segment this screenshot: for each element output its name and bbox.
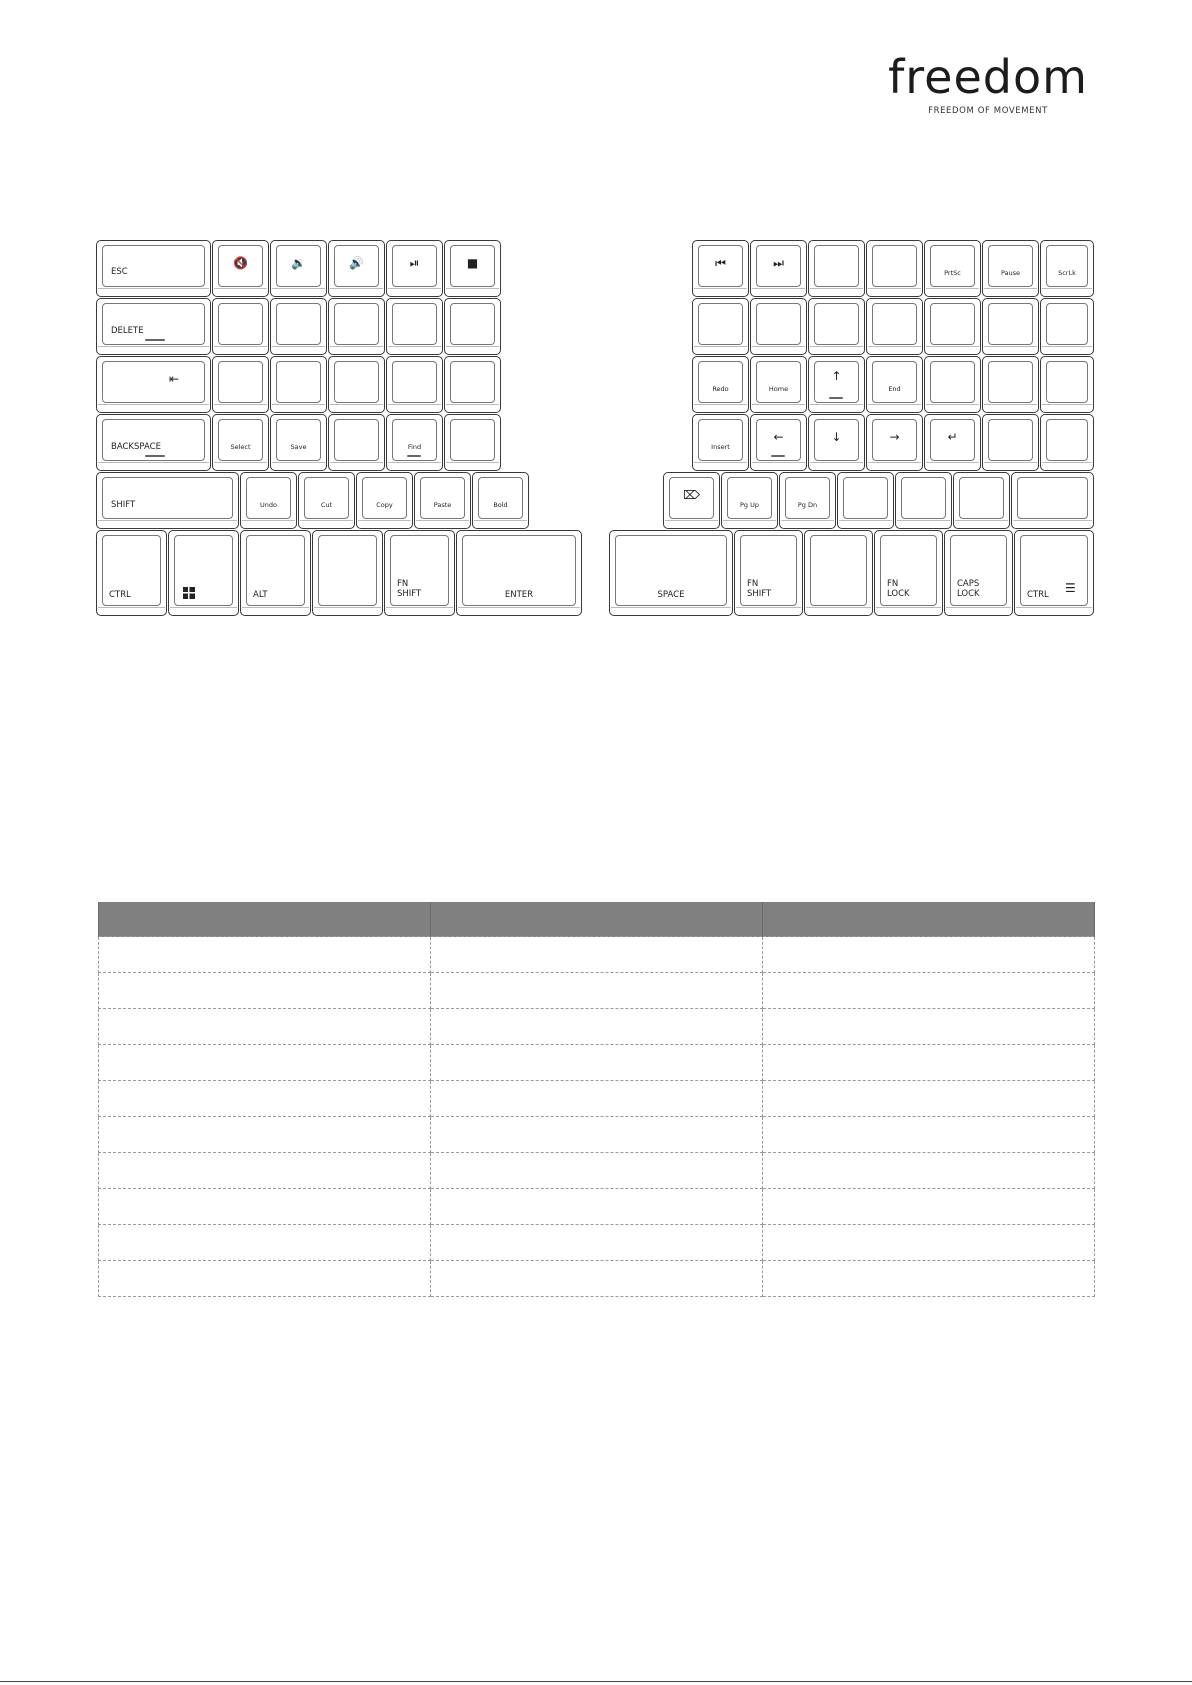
key-label: Bold	[493, 501, 508, 509]
logo-wordmark: freedom	[888, 50, 1088, 104]
table-row	[99, 1009, 1095, 1045]
keycap-face	[392, 361, 437, 403]
key-blank	[1040, 356, 1094, 413]
key-label: Paste	[433, 501, 452, 509]
key-backspace	[96, 414, 211, 471]
keycap-face	[1017, 477, 1088, 519]
table-cell	[763, 1153, 1095, 1189]
key-blank	[444, 298, 501, 355]
key-blank	[866, 298, 923, 355]
keycap-face	[814, 303, 859, 345]
table-cell	[763, 1261, 1095, 1297]
key-home	[750, 356, 807, 413]
keycap-face	[334, 303, 379, 345]
key-label: Pg Up	[740, 501, 759, 509]
table-cell	[763, 1117, 1095, 1153]
play-pause-icon: ⏯	[409, 256, 420, 270]
key-undo	[240, 472, 297, 529]
key-label: CAPS LOCK	[957, 579, 980, 599]
key-previous-track	[692, 240, 749, 297]
keycap-face	[988, 303, 1033, 345]
key-underline	[145, 455, 165, 457]
key-blank	[328, 414, 385, 471]
key-fn-lock	[874, 530, 943, 616]
key-next-track	[750, 240, 807, 297]
keycap-face	[450, 303, 495, 345]
keycap-face	[988, 361, 1033, 403]
key-blank	[1011, 472, 1094, 529]
keycap-face	[756, 361, 801, 403]
table-cell	[99, 937, 431, 973]
table-cell	[99, 973, 431, 1009]
table-row	[99, 1117, 1095, 1153]
table-header-cell	[99, 902, 431, 937]
freedom-logo	[888, 50, 1088, 116]
keycap-face	[362, 477, 407, 519]
previous-track-icon: ⏮	[715, 256, 726, 270]
key-play-pause	[386, 240, 443, 297]
key-label: Find	[407, 443, 422, 451]
key-delete-forward	[663, 472, 720, 529]
key-label: Copy	[376, 501, 393, 509]
key-ctrl	[96, 530, 167, 616]
table-row	[99, 1045, 1095, 1081]
key-blank	[444, 414, 501, 471]
key-label: Home	[768, 385, 789, 393]
table-row	[99, 1261, 1095, 1297]
key-cut	[298, 472, 355, 529]
key-fn-shift	[384, 530, 455, 616]
key-pause	[982, 240, 1039, 297]
key-blank	[328, 298, 385, 355]
arrow-up-icon: ↑	[831, 369, 842, 383]
volume-up-icon: 🔊	[349, 256, 364, 270]
key-shift	[96, 472, 239, 529]
next-track-icon: ⏭	[773, 256, 784, 270]
table-cell	[763, 1189, 1095, 1225]
table-cell	[763, 1009, 1095, 1045]
keycap-face	[843, 477, 888, 519]
keycap-face	[698, 361, 743, 403]
key-blank	[212, 356, 269, 413]
key-label: Undo	[260, 501, 277, 509]
keycap-face	[814, 245, 859, 287]
key-blank	[1040, 414, 1094, 471]
table-body	[99, 937, 1095, 1297]
key-delete	[96, 298, 211, 355]
table-cell	[99, 1045, 431, 1081]
table-cell	[431, 1189, 763, 1225]
key-volume-down	[270, 240, 327, 297]
key-select	[212, 414, 269, 471]
table-cell	[99, 1225, 431, 1261]
key-label: Pg Dn	[797, 501, 818, 509]
keycap-face	[1046, 361, 1088, 403]
key-label: ENTER	[504, 590, 534, 600]
key-blank	[953, 472, 1010, 529]
key-label: Cut	[320, 501, 333, 509]
key-tab	[96, 356, 211, 413]
table-cell	[99, 1261, 431, 1297]
keycap-face	[450, 361, 495, 403]
key-blank	[312, 530, 383, 616]
key-label: ESC	[111, 267, 128, 277]
key-esc	[96, 240, 211, 297]
key-label: BACKSPACE	[111, 442, 161, 452]
table-cell	[99, 1117, 431, 1153]
keycap-face	[930, 361, 975, 403]
table-row	[99, 973, 1095, 1009]
keycap-face	[218, 361, 263, 403]
keycap-face	[698, 303, 743, 345]
table-row	[99, 1153, 1095, 1189]
keycap-face	[756, 303, 801, 345]
key-arrow-right	[866, 414, 923, 471]
volume-down-icon: 🔉	[291, 256, 306, 270]
keycap-face	[392, 303, 437, 345]
key-mute	[212, 240, 269, 297]
key-blank	[750, 298, 807, 355]
table-cell	[431, 1045, 763, 1081]
key-blank	[212, 298, 269, 355]
key-label: SHIFT	[111, 500, 136, 510]
keycap-face	[698, 419, 743, 461]
key-label: PrtSc	[944, 269, 961, 277]
stop-icon: ■	[466, 256, 479, 270]
table-row	[99, 1189, 1095, 1225]
key-label: Redo	[712, 385, 729, 393]
key-arrow-up	[808, 356, 865, 413]
keycap-face	[1046, 245, 1088, 287]
table-row	[99, 1081, 1095, 1117]
table-cell	[763, 1045, 1095, 1081]
table-cell	[431, 1225, 763, 1261]
arrow-left-icon: ←	[773, 430, 784, 444]
table-cell	[99, 1189, 431, 1225]
keycap-face	[727, 477, 772, 519]
keycap-face	[304, 477, 349, 519]
key-caps-lock	[944, 530, 1013, 616]
keycap-face	[276, 361, 321, 403]
table-cell	[99, 1009, 431, 1045]
key-label: FN SHIFT	[747, 579, 772, 599]
key-label: FN LOCK	[887, 579, 910, 599]
table-cell	[763, 937, 1095, 973]
table-header-row	[99, 902, 1095, 937]
logo-tagline: FREEDOM OF MOVEMENT	[928, 106, 1048, 116]
key-label: FN SHIFT	[397, 579, 422, 599]
key-blank	[808, 298, 865, 355]
key-label: DELETE	[111, 326, 144, 336]
key-label: ScrLk	[1058, 269, 1076, 277]
keycap-face	[334, 419, 379, 461]
key-arrow-left	[750, 414, 807, 471]
keycap-face	[218, 303, 263, 345]
key-label: Pause	[1000, 269, 1021, 277]
key-alt	[240, 530, 311, 616]
key-blank	[386, 298, 443, 355]
table-cell	[431, 1081, 763, 1117]
footer-rule	[0, 1681, 1192, 1682]
table-header-cell	[763, 902, 1095, 937]
key-assignment-table	[98, 902, 1095, 1297]
key-space	[609, 530, 733, 616]
key-insert	[692, 414, 749, 471]
key-blank	[1040, 298, 1094, 355]
key-label: End	[888, 385, 901, 393]
mute-icon: 🔇	[233, 256, 248, 270]
key-blank	[692, 298, 749, 355]
key-redo	[692, 356, 749, 413]
keycap-face	[276, 303, 321, 345]
key-end	[866, 356, 923, 413]
key-underline	[407, 455, 421, 457]
keycap-face	[478, 477, 523, 519]
key-label: SPACE	[657, 590, 685, 600]
menu-icon: ☰	[1065, 581, 1076, 595]
table-cell	[431, 1117, 763, 1153]
key-fn-shift	[734, 530, 803, 616]
key-blank	[808, 240, 865, 297]
table-cell	[763, 973, 1095, 1009]
key-label: CTRL	[1027, 590, 1049, 600]
key-blank	[982, 298, 1039, 355]
keycap-face	[276, 419, 321, 461]
key-blank	[982, 356, 1039, 413]
key-blank	[444, 356, 501, 413]
key-return	[924, 414, 981, 471]
key-arrow-down	[808, 414, 865, 471]
table-cell	[431, 1009, 763, 1045]
keycap-face	[810, 535, 867, 606]
keycap-face	[450, 419, 495, 461]
key-paste	[414, 472, 471, 529]
table-cell	[99, 1153, 431, 1189]
keycap-face	[1046, 303, 1088, 345]
key-underline	[771, 455, 785, 457]
key-blank	[866, 240, 923, 297]
key-label: CTRL	[109, 590, 131, 600]
keycap-face	[102, 245, 205, 287]
key-label: Select	[230, 443, 251, 451]
keycap-face	[785, 477, 830, 519]
table-cell	[431, 1153, 763, 1189]
key-bold	[472, 472, 529, 529]
key-blank	[924, 298, 981, 355]
keycap-face	[872, 361, 917, 403]
key-scrlk	[1040, 240, 1094, 297]
delete-forward-icon: ⌦	[683, 488, 700, 502]
tab-icon: ⇤	[169, 372, 180, 386]
table-cell	[763, 1081, 1095, 1117]
key-blank	[386, 356, 443, 413]
keycap-face	[246, 477, 291, 519]
keycap-face	[959, 477, 1004, 519]
key-label: Save	[290, 443, 307, 451]
key-pg-dn	[779, 472, 836, 529]
table-cell	[431, 937, 763, 973]
table-cell	[99, 1081, 431, 1117]
windows-icon	[183, 587, 195, 599]
key-save	[270, 414, 327, 471]
key-label: Insert	[711, 443, 730, 451]
key-find	[386, 414, 443, 471]
table-cell	[431, 1261, 763, 1297]
keycap-face	[988, 419, 1033, 461]
keycap-face	[318, 535, 377, 606]
keycap-face	[218, 419, 263, 461]
keycap-face	[988, 245, 1033, 287]
table-row	[99, 937, 1095, 973]
table-cell	[431, 973, 763, 1009]
key-volume-up	[328, 240, 385, 297]
keycap-face	[930, 303, 975, 345]
arrow-right-icon: →	[889, 430, 900, 444]
key-pg-up	[721, 472, 778, 529]
keycap-face	[102, 477, 233, 519]
key-blank	[982, 414, 1039, 471]
key-blank	[270, 356, 327, 413]
keycap-face	[930, 245, 975, 287]
key-prtsc	[924, 240, 981, 297]
arrow-down-icon: ↓	[831, 430, 842, 444]
keycap-face	[1046, 419, 1088, 461]
keycap-face	[872, 245, 917, 287]
key-label: ALT	[253, 590, 268, 600]
key-blank	[804, 530, 873, 616]
table-row	[99, 1225, 1095, 1261]
key-blank	[837, 472, 894, 529]
key-enter	[456, 530, 582, 616]
key-underline	[145, 339, 165, 341]
keycap-face	[901, 477, 946, 519]
table-cell	[763, 1225, 1095, 1261]
keycap-face	[872, 303, 917, 345]
key-blank	[895, 472, 952, 529]
key-ctrl	[1014, 530, 1094, 616]
key-stop	[444, 240, 501, 297]
keycap-face	[420, 477, 465, 519]
key-blank	[924, 356, 981, 413]
key-windows	[168, 530, 239, 616]
key-underline	[829, 397, 843, 399]
return-icon: ↵	[947, 430, 958, 444]
table-header-cell	[431, 902, 763, 937]
keycap-face	[334, 361, 379, 403]
key-blank	[270, 298, 327, 355]
keycap-face	[102, 361, 205, 403]
key-copy	[356, 472, 413, 529]
key-blank	[328, 356, 385, 413]
